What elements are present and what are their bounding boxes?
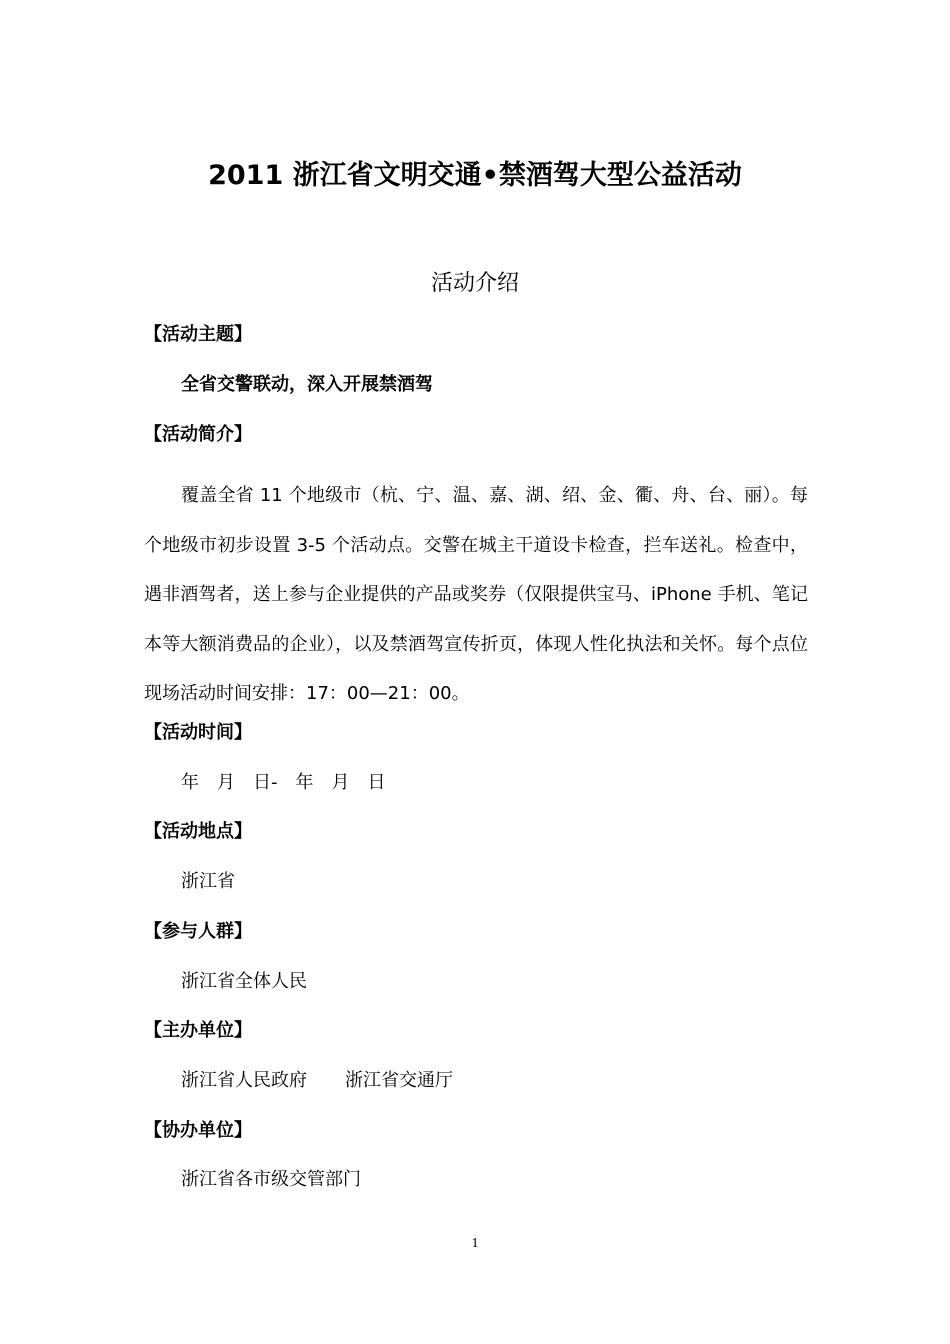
time-content: 年 月 日- 年 月 日	[181, 772, 386, 793]
organizer-item: 浙江省人民政府	[181, 1070, 307, 1091]
section-heading-theme: 【活动主题】	[144, 324, 252, 345]
section-heading-audience: 【参与人群】	[144, 921, 252, 942]
theme-content: 全省交警联动，深入开展禁酒驾	[181, 374, 433, 395]
section-heading-organizers: 【主办单位】	[144, 1020, 252, 1041]
audience-content: 浙江省全体人民	[181, 971, 307, 992]
document-subtitle: 活动介绍	[430, 271, 519, 296]
organizers-list	[181, 1068, 453, 1094]
co-organizers-content: 浙江省各市级交管部门	[181, 1169, 361, 1190]
section-heading-co-organizers: 【协办单位】	[144, 1120, 252, 1141]
section-heading-time: 【活动时间】	[144, 722, 252, 743]
document-title: 2011 浙江省文明交通•禁酒驾大型公益活动	[208, 160, 742, 191]
intro-paragraph: 覆盖全省 11 个地级市（杭、宁、温、嘉、湖、绍、金、衢、舟、台、丽）。每个地级市初步设置 3-5 个活动点。交警在城主干道设卡检查，拦车送礼。检查中，遇非酒驾者，送上参与企业提供的产品或奖券（仅限提供宝马、iPhone 手机、笔记本等大额消费品的企业），以及禁酒驾宣传折页，体现人性化执法和关怀。每个点位现场活动时间安排：17：00—21：00。	[144, 485, 808, 704]
organizer-item: 浙江省交通厅	[345, 1070, 453, 1091]
page-number: 1	[471, 1236, 479, 1251]
section-heading-intro: 【活动简介】	[144, 424, 252, 445]
location-content: 浙江省	[181, 871, 235, 892]
section-heading-location: 【活动地点】	[144, 821, 252, 842]
